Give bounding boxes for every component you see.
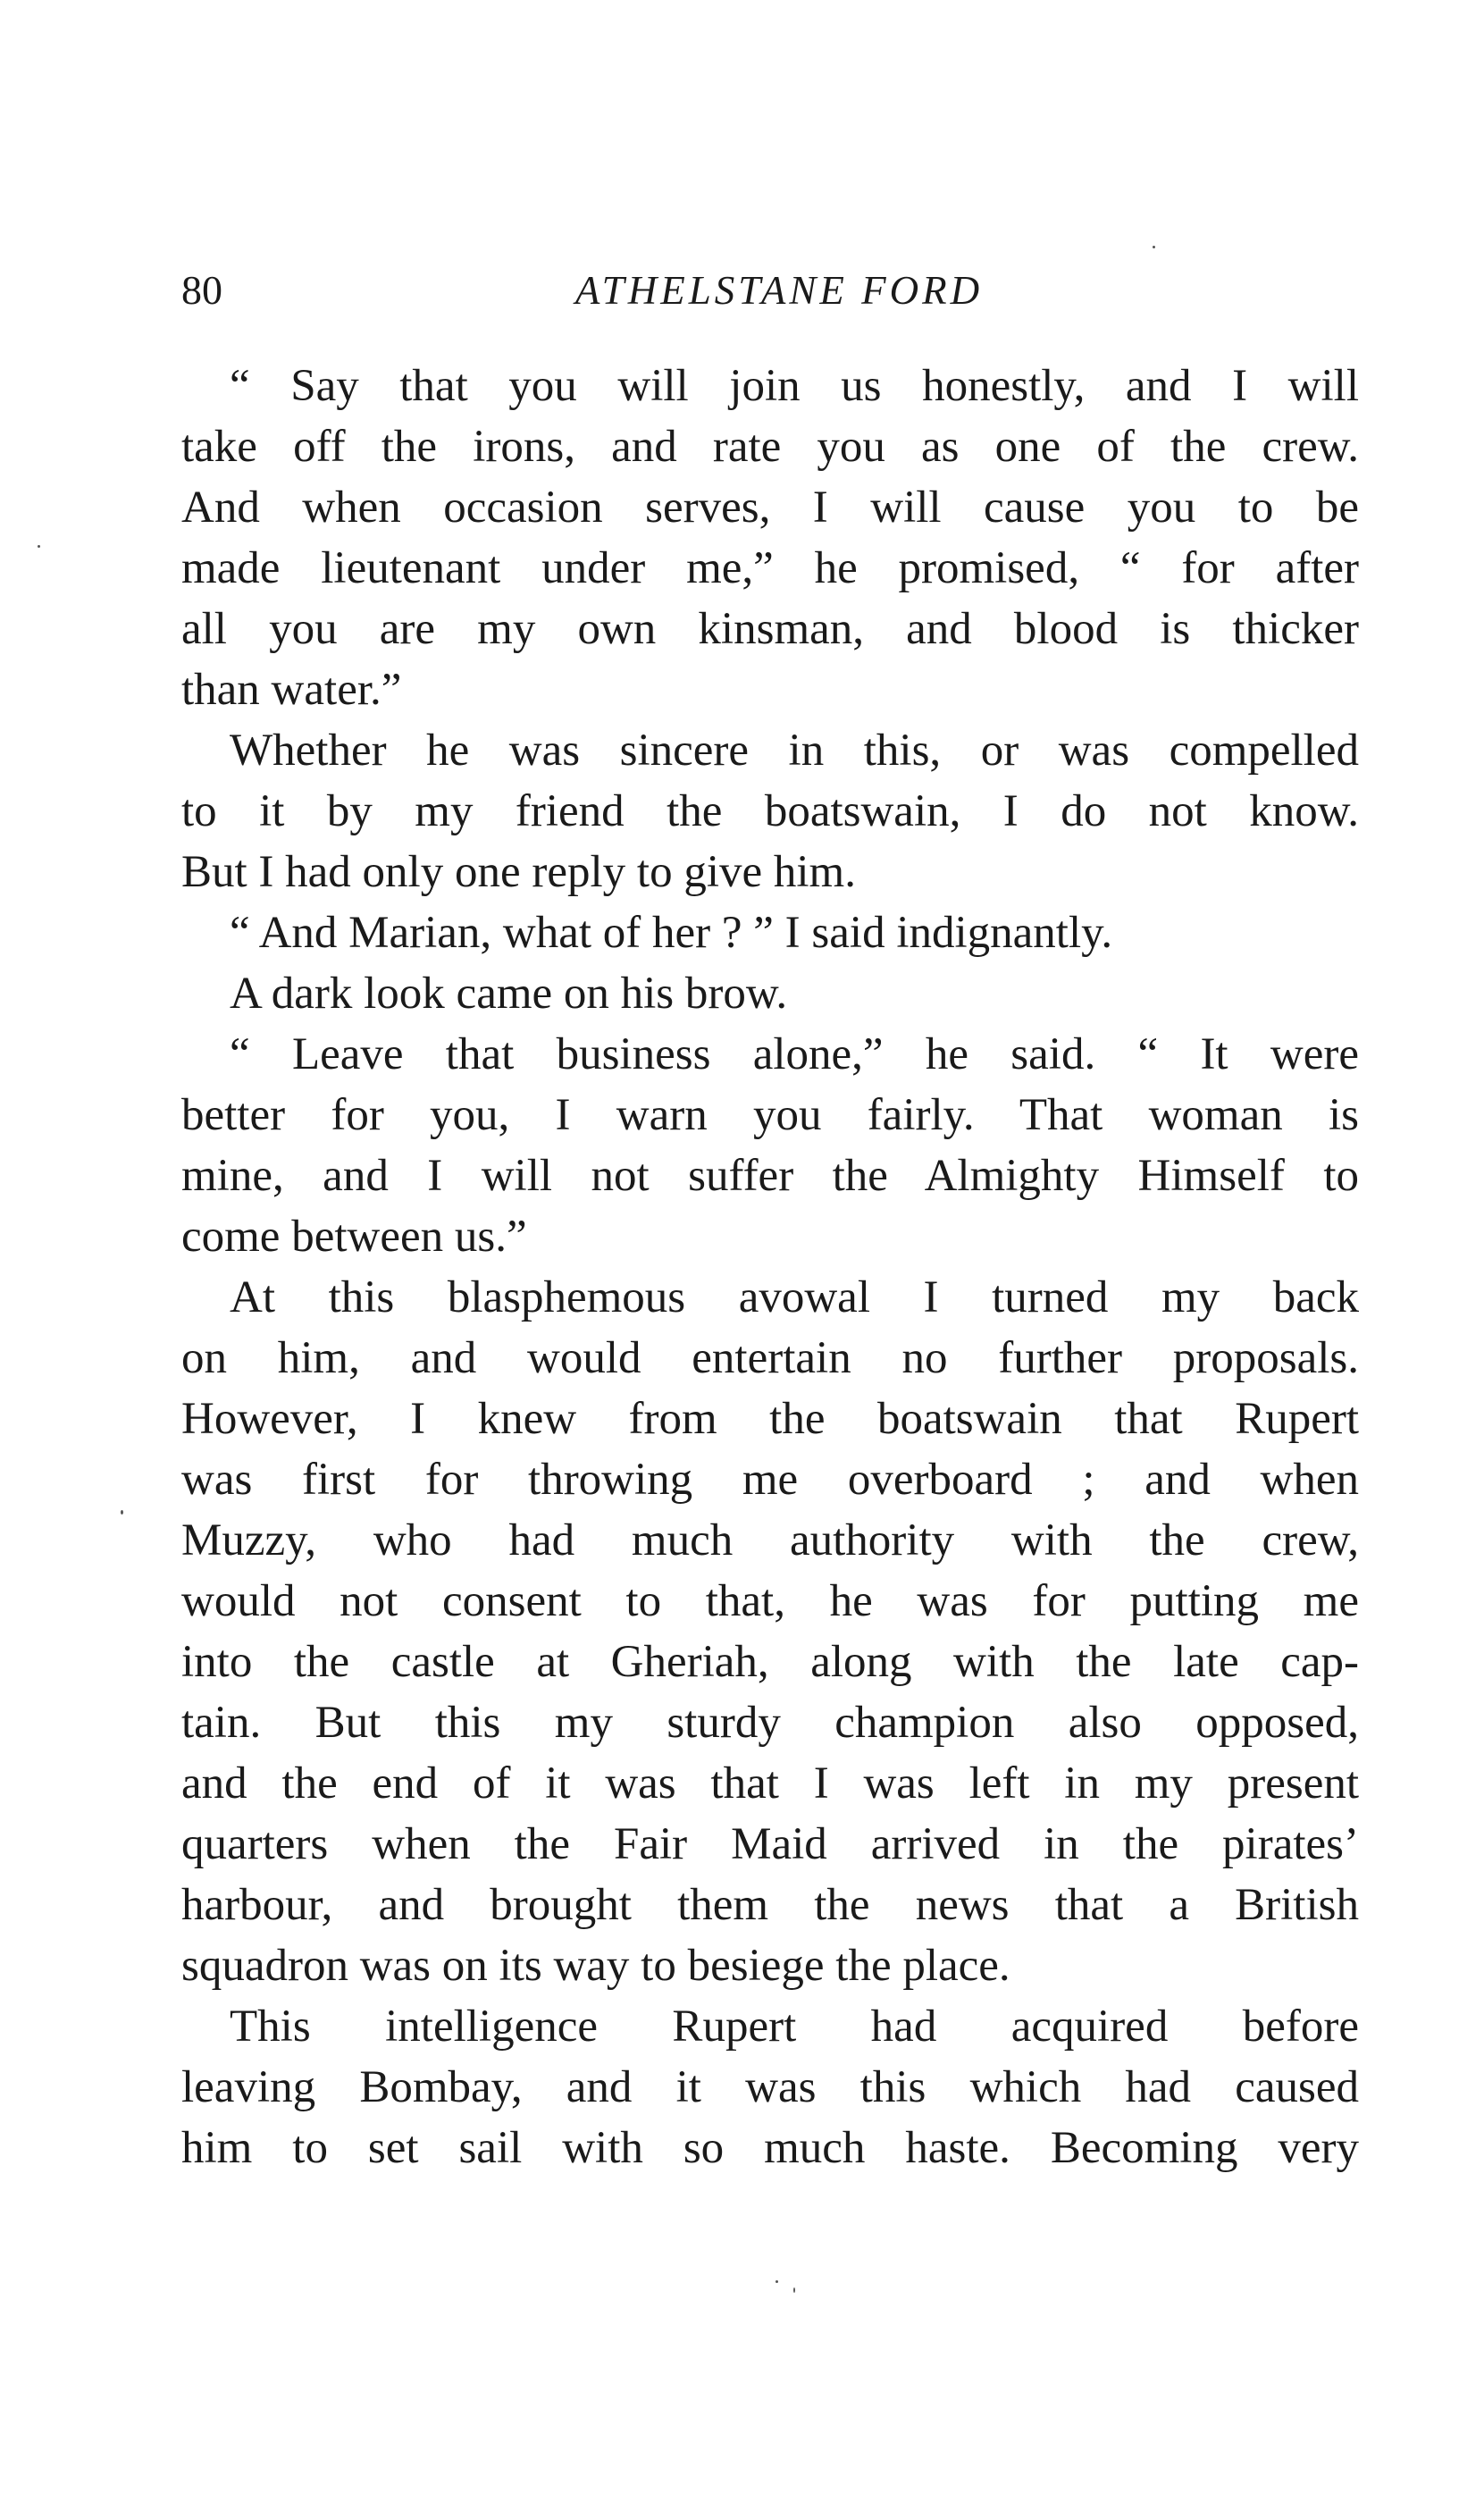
text-line: and the end of it was that I was left in my present — [181, 1758, 1359, 1809]
text-line: mine, and I will not suffer the Almighty Himself to — [181, 1151, 1359, 1201]
text-line: harbour, and brought them the news that a British — [181, 1880, 1359, 1930]
text-line: leaving Bombay, and it was this which had caused — [181, 2062, 1359, 2112]
text-line: than water.” — [181, 665, 402, 715]
body-text — [181, 356, 1359, 2178]
text-line: “ Say that you will join us honestly, and I will — [230, 361, 1359, 411]
text-line: And when occasion serves, I will cause you to be — [181, 483, 1359, 533]
text-line: But I had only one reply to give him. — [181, 847, 856, 897]
text-line: was first for throwing me overboard ; and when — [181, 1455, 1359, 1505]
text-line: A dark look came on his brow. — [230, 969, 788, 1019]
text-line: squadron was on its way to besiege the place. — [181, 1941, 1010, 1991]
text-line: “ And Marian, what of her ? ” I said indignantly. — [230, 908, 1113, 958]
text-line: him to set sail with so much haste. Becoming very — [181, 2123, 1359, 2173]
text-line: would not consent to that, he was for putting me — [181, 1576, 1359, 1626]
text-line: to it by my friend the boatswain, I do not know. — [181, 786, 1359, 836]
speck-mark — [776, 2280, 778, 2283]
text-line: Muzzy, who had much authority with the crew, — [181, 1515, 1359, 1565]
text-line: “ Leave that business alone,” he said. “ It were — [230, 1029, 1359, 1079]
text-line: take off the irons, and rate you as one of the crew. — [181, 422, 1359, 472]
text-line: into the castle at Gheriah, along with the late cap- — [181, 1637, 1359, 1687]
text-line: At this blasphemous avowal I turned my back — [230, 1272, 1359, 1322]
text-line: on him, and would entertain no further proposals. — [181, 1333, 1359, 1383]
page-header — [181, 259, 1359, 322]
speck-mark — [1153, 246, 1155, 248]
speck-mark — [793, 2287, 795, 2293]
text-line: quarters when the Fair Maid arrived in the pirates’ — [181, 1819, 1359, 1869]
speck-mark — [121, 1510, 123, 1515]
page-number: 80 — [181, 267, 222, 313]
text-line: all you are my own kinsman, and blood is thicker — [181, 604, 1359, 654]
text-line: However, I knew from the boatswain that Rupert — [181, 1394, 1359, 1444]
text-line: tain. But this my sturdy champion also opposed, — [181, 1698, 1359, 1748]
text-line: made lieutenant under me,” he promised, “ for after — [181, 543, 1359, 593]
text-line: Whether he was sincere in this, or was compelled — [230, 726, 1359, 776]
text-line: This intelligence Rupert had acquired before — [230, 2002, 1359, 2052]
text-line: better for you, I warn you fairly. That woman is — [181, 1090, 1359, 1140]
running-title: ATHELSTANE FORD — [574, 268, 984, 313]
speck-mark — [38, 545, 40, 548]
text-line: come between us.” — [181, 1212, 527, 1262]
